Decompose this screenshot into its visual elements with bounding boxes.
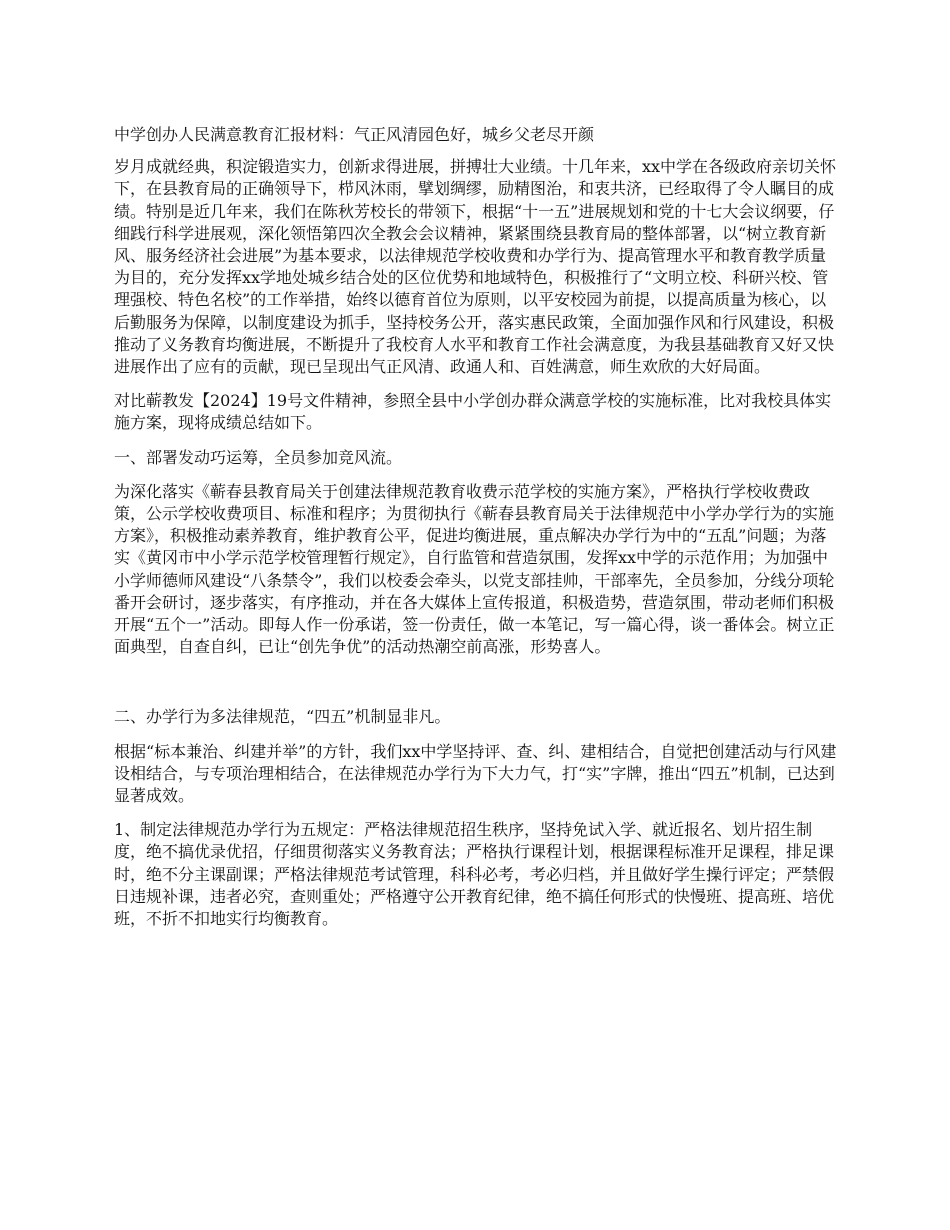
document-page — [114, 124, 840, 942]
section-heading-2: 二、办学行为多法律规范，“四五”机制显非凡。 — [114, 707, 451, 727]
paragraph-section-1: 为深化落实《蕲春县教育局关于创建法律规范教育收费示范学校的实施方案》，严格执行学校收费政策，公示学校收费项目、标准和程序；为贯彻执行《蕲春县教育局关于法律规范中小学办学行为的实施方案》，积极推动素养教育，维护教育公平，促进均衡进展，重点解决办学行为中的“五乱”问题；为落实《黄冈市中小学示范学校管理暂行规定》，自行监管和营造氛围，发挥xx中学的示范作用；为加强中小学师德师风建设“八条禁令”，我们以校委会牵头，以党支部挂帅，干部率先，全员参加，分线分项轮番开会研讨，逐步落实，有序推动，并在各大媒体上宣传报道，积极造势，营造氛围，带动老师们积极开展“五个一”活动。即每人作一份承诺，签一份责任，做一本笔记，写一篇心得，谈一番体会。树立正面典型，自查自纠，已让“创先争优”的活动热潮空前高涨，形势喜人。 — [114, 481, 835, 657]
paragraph-intro: 岁月成就经典，积淀锻造实力，创新求得进展，拼搏壮大业绩。十几年来，xx中学在各级政府亲切关怀下，在县教育局的正确领导下，栉风沐雨，擘划绸缪，励精图治，和衷共济，已经取得了令人瞩目的成绩。特别是近几年来，我们在陈秋芳校长的带领下，根据“十一五”进展规划和党的十七大会议纲要，仔细践行科学进展观，深化领悟第四次全教会会议精神，紧紧围绕县教育局的整体部署，以“树立教育新风、服务经济社会进展”为基本要求，以法律规范学校收费和办学行为、提高管理水平和教育教学质量为目的，充分发挥xx学地处城乡结合处的区位优势和地域特色，积极推行了“文明立校、科研兴校、管理强校、特色名校”的工作举措，始终以德育首位为原则，以平安校园为前提，以提高质量为核心，以后勤服务为保障，以制度建设为抓手，坚持校务公开，落实惠民政策，全面加强作风和行风建设，积极推动了义务教育均衡进展，不断提升了我校育人水平和教育工作社会满意度，为我县基础教育又好又快进展作出了应有的贡献，现已呈现出气正风清、政通人和、百姓满意，师生欢欣的大好局面。 — [114, 157, 837, 377]
section-heading-1: 一、部署发动巧运筹，全员参加竞风流。 — [114, 447, 403, 467]
document-title: 中学创办人民满意教育汇报材料：气正风清园色好，城乡父老尽开颜 — [114, 125, 595, 144]
paragraph-reference: 对比蕲教发【2024】19号文件精神，参照全县中小学创办群众满意学校的实施标准，比对我校具体实施方案，现将成绩总结如下。 — [114, 391, 832, 433]
paragraph-rules-1: 1、制定法律规范办学行为五规定：严格法律规范招生秩序，坚持免试入学、就近报名、划片招生制度，绝不搞优录优招，仔细贯彻落实义务教育法；严格执行课程计划，根据课程标准开足课程，排足课时，绝不分主课副课；严格法律规范考试管理，科科必考，考必归档，并且做好学生操行评定；严禁假日违规补课，违者必究，查则重处；严格遵守公开教育纪律，绝不搞任何形式的快慢班、提高班、培优班，不折不扣地实行均衡教育。 — [114, 820, 835, 929]
paragraph-section-2: 根据“标本兼治、纠建并举”的方针，我们xx中学坚持评、查、纠、建相结合，自觉把创建活动与行风建设相结合，与专项治理相结合，在法律规范办学行为下大力气，打“实”字牌，推出“四五”机制，已达到显著成效。 — [114, 741, 837, 806]
